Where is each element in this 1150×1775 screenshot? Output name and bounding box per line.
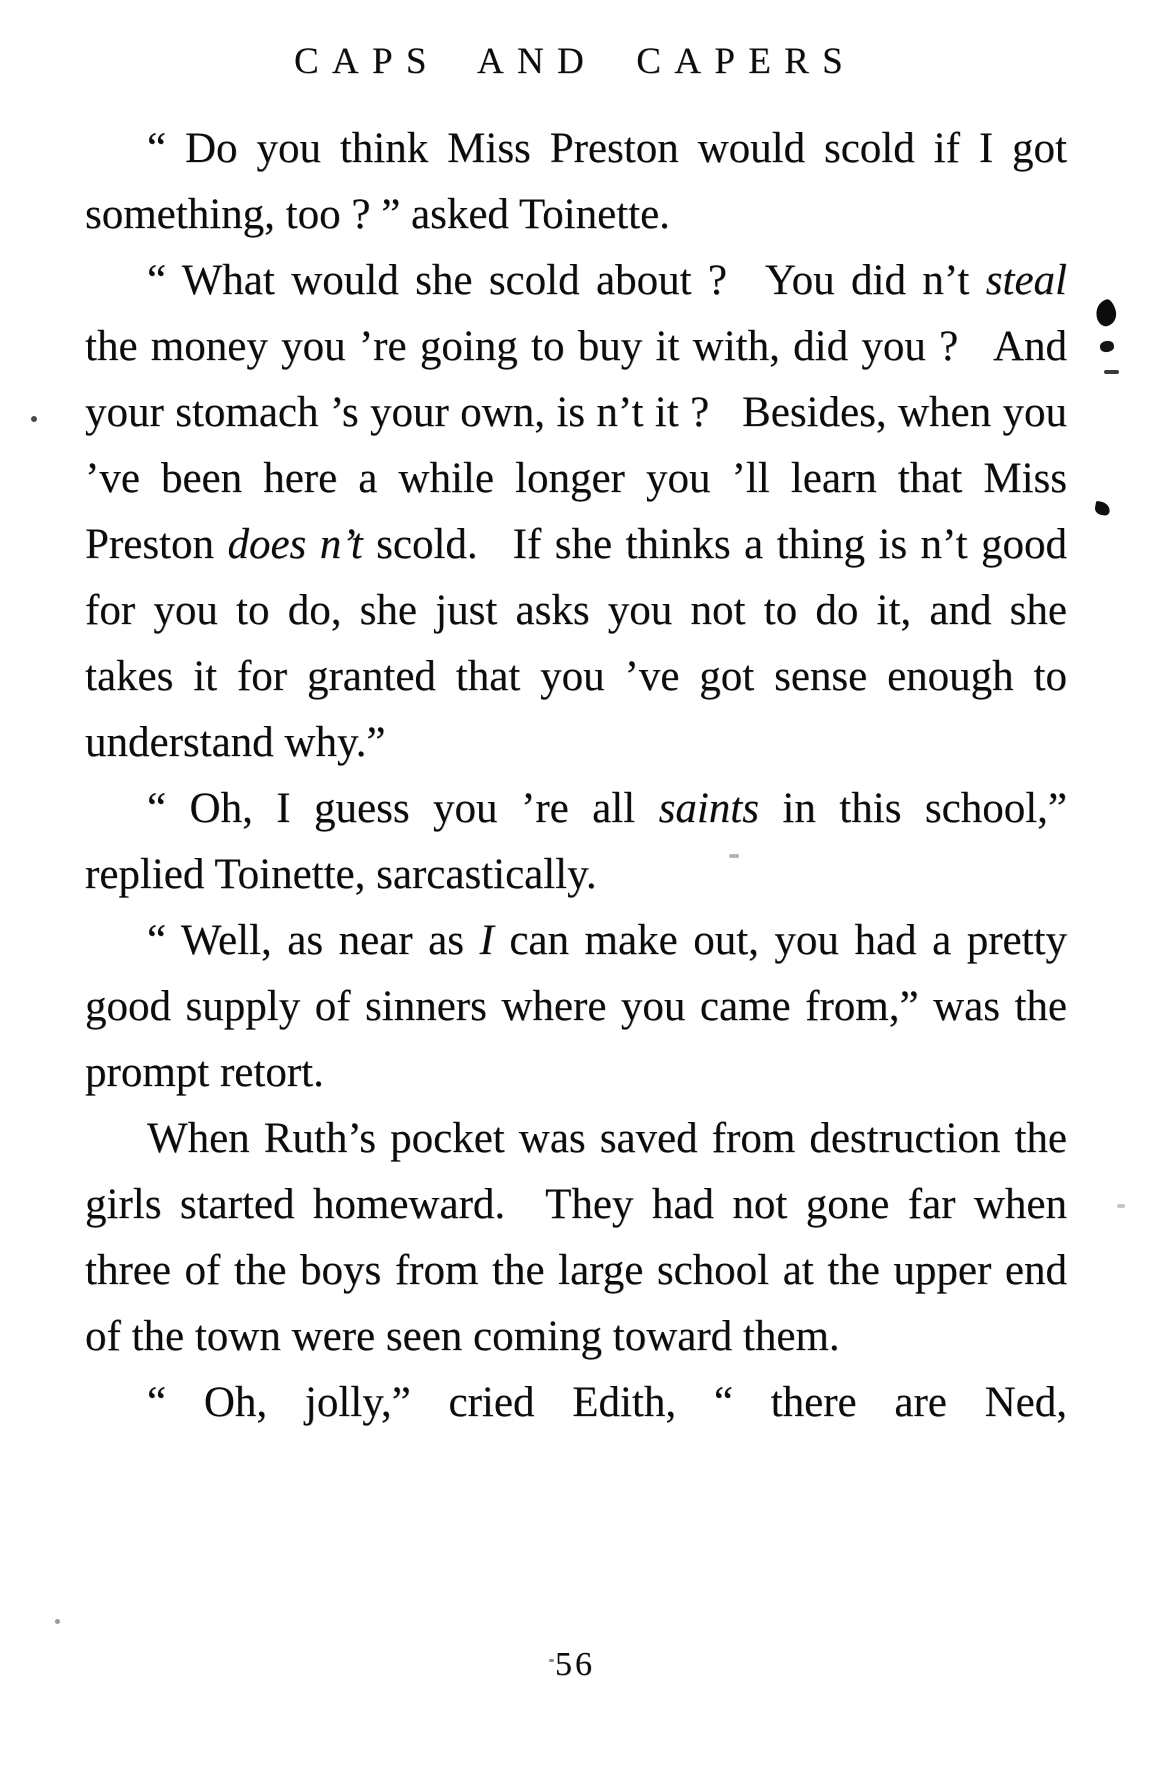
running-head: CAPS AND CAPERS xyxy=(293,41,857,82)
page-number: 56 xyxy=(555,1646,595,1683)
paragraph xyxy=(85,248,1067,776)
paragraph-text: in this school,” replied Toinette, sarcastically. xyxy=(85,785,1067,898)
paragraph-text: the money you ’re going to buy it with, did you ? And your stomach ’s your own, is n’t it ? Besides, when you ’ve been here a while longer you ’ll learn that Miss Preston xyxy=(85,323,1067,568)
paragraph xyxy=(85,1106,1067,1370)
ink-blot-mark xyxy=(1093,298,1119,328)
ink-speck-mark xyxy=(1117,1204,1125,1208)
paragraph xyxy=(85,776,1067,908)
body-text xyxy=(85,116,1067,1436)
paragraph-text-italic: I xyxy=(479,917,494,964)
paragraph-text: scold. If she thinks a thing is n’t good for you to do, she just asks you not to do it, and she takes it for granted that you ’ve got sense enough to understand why.” xyxy=(85,521,1067,766)
ink-tick-mark xyxy=(1094,501,1111,516)
paragraph-text: “ Well, as near as xyxy=(147,917,480,964)
paragraph xyxy=(85,1370,1067,1436)
paragraph-text-italic: does n’t xyxy=(227,521,363,568)
paragraph-text-italic: steal xyxy=(985,257,1067,304)
paragraph-text: can make out, you had a pretty good supply of sinners where you came from,” was the prompt retort. xyxy=(85,917,1067,1096)
paragraph-text: “ Do you think Miss Preston would scold if I got something, too ? ” asked Toinette. xyxy=(85,125,1067,238)
ink-speck-mark xyxy=(729,854,739,858)
paragraph-text-italic: saints xyxy=(658,785,759,832)
ink-blot-mark xyxy=(1099,340,1114,353)
paragraph-text: “ Oh, jolly,” cried Edith, “ there are Ned, xyxy=(147,1379,1067,1426)
paragraph-text: When Ruth’s pocket was saved from destruction the girls started homeward. They had not gone far when three of the boys from the large school at the upper end of the town were seen coming toward them. xyxy=(85,1115,1067,1360)
ink-speck-mark xyxy=(31,416,37,422)
paragraph xyxy=(85,908,1067,1106)
ink-speck-mark xyxy=(55,1619,60,1624)
paragraph xyxy=(85,116,1067,248)
paragraph-text: “ What would she scold about ? You did n’t xyxy=(147,257,986,304)
paragraph-text: “ Oh, I guess you ’re all xyxy=(147,785,659,832)
ink-dash-mark xyxy=(1104,370,1119,374)
ink-speck-mark xyxy=(549,1659,554,1662)
